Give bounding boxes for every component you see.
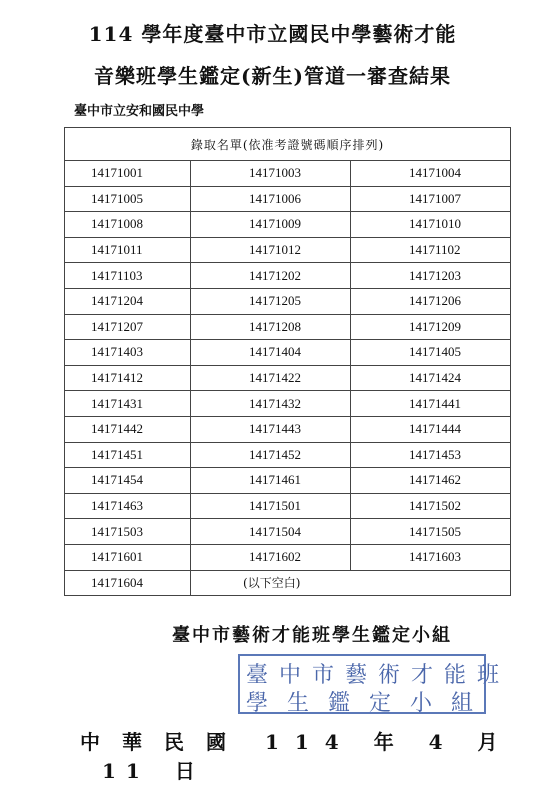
- exam-number: 14171203: [409, 267, 461, 283]
- table-row: [65, 442, 511, 468]
- table-cell: [191, 468, 351, 494]
- table-cell: [65, 493, 191, 519]
- table-cell: [191, 340, 351, 366]
- issue-date: [80, 726, 545, 784]
- exam-number: 14171007: [409, 190, 461, 206]
- date-year-unit: 年: [373, 730, 396, 754]
- blank-below-note: (以下空白): [243, 576, 301, 591]
- table-row: [65, 365, 511, 391]
- table-cell: [351, 493, 511, 519]
- table-cell: [65, 365, 191, 391]
- table-cell: [191, 288, 351, 314]
- table-cell: [65, 340, 191, 366]
- exam-number: 14171504: [249, 523, 302, 539]
- exam-number: 14171462: [409, 472, 461, 488]
- table-cell: [65, 519, 191, 545]
- table-cell: [191, 416, 351, 442]
- stamp-line-2: 學生鑑定小組: [246, 691, 493, 716]
- exam-number: 14171444: [409, 421, 461, 437]
- exam-number: 14171431: [91, 395, 143, 411]
- table-row: [65, 570, 511, 596]
- exam-number: 14171432: [249, 395, 302, 411]
- exam-number: 14171603: [409, 549, 461, 565]
- table-cell: [351, 442, 511, 468]
- exam-number: 14171012: [249, 242, 302, 258]
- table-cell: [65, 186, 191, 212]
- title-line-1: 114 學年度臺中市立國民中學藝術才能: [88, 22, 457, 46]
- table-cell: [65, 314, 191, 340]
- table-cell: [351, 186, 511, 212]
- table-cell: [191, 570, 511, 596]
- exam-number: 14171454: [91, 472, 143, 488]
- table-cell: [191, 519, 351, 545]
- table-cell: [65, 570, 191, 596]
- table-cell: [351, 263, 511, 289]
- exam-number: 14171424: [409, 370, 461, 386]
- table-row: [65, 237, 511, 263]
- date-year: 114: [264, 730, 355, 754]
- exam-number: 14171404: [249, 344, 302, 360]
- exam-number: 14171405: [409, 344, 461, 360]
- exam-number: 14171205: [249, 293, 302, 309]
- exam-number: 14171208: [249, 318, 302, 334]
- table-cell: [351, 212, 511, 238]
- table-cell: [191, 212, 351, 238]
- exam-number: 14171452: [249, 446, 302, 462]
- table-cell: [351, 391, 511, 417]
- exam-number: 14171008: [91, 216, 143, 232]
- table-cell: [191, 493, 351, 519]
- exam-number: 14171204: [91, 293, 143, 309]
- table-cell: [351, 468, 511, 494]
- table-cell: [191, 186, 351, 212]
- exam-number: 14171422: [249, 370, 302, 386]
- table-cell: [191, 544, 351, 570]
- exam-number: 14171602: [249, 549, 302, 565]
- table-row: [65, 186, 511, 212]
- table-cell: [65, 263, 191, 289]
- exam-number: 14171453: [409, 446, 461, 462]
- exam-number: 14171004: [409, 165, 461, 181]
- exam-number: 14171604: [91, 574, 143, 590]
- table-row: [65, 263, 511, 289]
- table-cell: [65, 161, 191, 187]
- table-cell: [191, 314, 351, 340]
- exam-number: 14171412: [91, 370, 143, 386]
- table-cell: [351, 365, 511, 391]
- table-body: [65, 161, 511, 596]
- table-cell: [191, 391, 351, 417]
- exam-number: 14171601: [91, 549, 143, 565]
- table-row: [65, 391, 511, 417]
- date-era: 中華民國: [80, 730, 248, 754]
- table-cell: [65, 416, 191, 442]
- exam-number: 14171502: [409, 498, 461, 514]
- exam-number: 14171206: [409, 293, 461, 309]
- table-header: 錄取名單(依准考證號碼順序排列): [65, 128, 511, 161]
- date-month: 4: [428, 730, 445, 754]
- exam-number: 14171501: [249, 498, 302, 514]
- exam-number: 14171209: [409, 318, 461, 334]
- exam-number: 14171463: [91, 498, 143, 514]
- table-cell: [65, 468, 191, 494]
- table-cell: [351, 416, 511, 442]
- table-cell: [351, 544, 511, 570]
- table-cell: [191, 442, 351, 468]
- table-cell: [65, 391, 191, 417]
- admission-table: [64, 127, 511, 596]
- table-row: [65, 340, 511, 366]
- table-row: [65, 544, 511, 570]
- exam-number: 14171461: [249, 472, 302, 488]
- table-cell: [351, 519, 511, 545]
- table-cell: [351, 288, 511, 314]
- exam-number: 14171010: [409, 216, 461, 232]
- exam-number: 14171003: [249, 165, 302, 181]
- exam-number: 14171403: [91, 344, 143, 360]
- table-row: [65, 314, 511, 340]
- exam-number: 14171103: [91, 267, 143, 283]
- exam-number: 14171005: [91, 190, 143, 206]
- table-cell: [65, 288, 191, 314]
- exam-number: 14171102: [409, 242, 461, 258]
- table-cell: [65, 237, 191, 263]
- exam-number: 14171009: [249, 216, 302, 232]
- table-cell: [351, 314, 511, 340]
- exam-number: 14171441: [409, 395, 461, 411]
- date-day-unit: 日: [174, 759, 197, 783]
- exam-number: 14171505: [409, 523, 461, 539]
- table-cell: [351, 237, 511, 263]
- exam-number: 14171442: [91, 421, 143, 437]
- table-row: [65, 288, 511, 314]
- exam-number: 14171207: [91, 318, 143, 334]
- table-cell: [351, 161, 511, 187]
- date-day: 11: [102, 759, 150, 783]
- table-row: [65, 212, 511, 238]
- table-cell: [65, 442, 191, 468]
- table-row: [65, 493, 511, 519]
- table-cell: [65, 212, 191, 238]
- title-line-2: 音樂班學生鑑定(新生)管道一審查結果: [94, 64, 451, 88]
- stamp-line-1: 臺中市藝術才能班: [246, 663, 511, 688]
- exam-number: 14171451: [91, 446, 143, 462]
- exam-number: 14171006: [249, 190, 302, 206]
- table-cell: [191, 263, 351, 289]
- exam-number: 14171001: [91, 165, 143, 181]
- table-cell: [65, 544, 191, 570]
- table-row: [65, 161, 511, 187]
- table-cell: [191, 237, 351, 263]
- table-cell: [191, 161, 351, 187]
- committee-name: 臺中市藝術才能班學生鑑定小組: [172, 625, 452, 646]
- table-row: [65, 468, 511, 494]
- official-stamp: [238, 654, 511, 716]
- table-row: [65, 416, 511, 442]
- exam-number: 14171503: [91, 523, 143, 539]
- school-name: 臺中市立安和國民中學: [74, 104, 205, 119]
- table-row: [65, 519, 511, 545]
- table-cell: [191, 365, 351, 391]
- exam-number: 14171443: [249, 421, 302, 437]
- exam-number: 14171202: [249, 267, 302, 283]
- exam-number: 14171011: [91, 242, 143, 258]
- date-month-unit: 月: [477, 730, 500, 754]
- table-cell: [351, 340, 511, 366]
